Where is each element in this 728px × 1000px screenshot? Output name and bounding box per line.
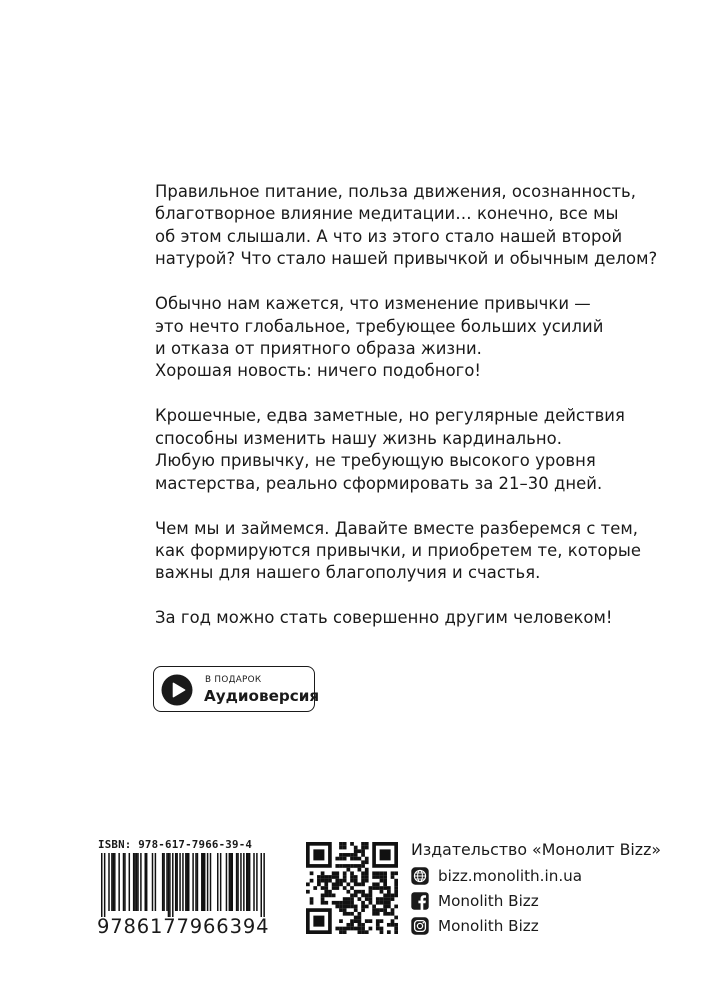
- blurb-line: натурой? Что стало нашей привычкой и обычным делом?: [155, 249, 658, 269]
- blurb-paragraph: [155, 405, 675, 495]
- facebook-icon: [411, 892, 429, 910]
- blurb-line: важны для нашего благополучия и счастья.: [155, 563, 541, 583]
- globe-icon: [411, 867, 429, 885]
- barcode-digits: 9786177966394: [97, 915, 270, 938]
- instagram-link[interactable]: Monolith Bizz: [438, 917, 539, 935]
- blurb-line: Хорошая новость: ничего подобного!: [155, 361, 482, 381]
- play-icon: [161, 674, 193, 706]
- blurb-line: Крошечные, едва заметные, но регулярные действия: [155, 406, 625, 426]
- blurb-paragraph: [155, 293, 675, 383]
- facebook-link[interactable]: Monolith Bizz: [438, 892, 539, 910]
- blurb-line: Чем мы и займемся. Давайте вместе разберемся с тем,: [155, 518, 639, 538]
- blurb-line: За год можно стать совершенно другим человеком!: [155, 608, 613, 628]
- blurb-line: Любую привычку, не требующую высокого уровня: [155, 451, 596, 471]
- instagram-icon: [411, 917, 429, 935]
- blurb-paragraph: [155, 181, 675, 271]
- blurb-line: и отказа от приятного образа жизни.: [155, 339, 482, 359]
- website-link[interactable]: bizz.monolith.in.ua: [438, 867, 583, 885]
- audio-version-badge[interactable]: [153, 666, 320, 712]
- blurb-paragraph: [155, 518, 675, 585]
- isbn-barcode: [101, 853, 265, 917]
- blurb-line: об этом слышали. А что из этого стало нашей второй: [155, 226, 623, 246]
- badge-audio-label: Аудиоверсия: [204, 686, 320, 705]
- blurb-line: мастерства, реально сформировать за 21–30 дней.: [155, 473, 603, 493]
- qr-code[interactable]: [306, 842, 398, 934]
- badge-gift-label: В ПОДАРОК: [205, 675, 262, 685]
- blurb-paragraph: [155, 607, 675, 629]
- publisher-name: Издательство «Монолит Bizz»: [411, 840, 662, 859]
- isbn-label: ISBN: 978-617-7966-39-4: [98, 838, 253, 851]
- blurb-line: как формируются привычки, и приобретем те, которые: [155, 541, 642, 561]
- blurb-line: Правильное питание, польза движения, осознанность,: [155, 182, 637, 201]
- blurb-line: благотворное влияние медитации… конечно, все мы: [155, 204, 619, 224]
- blurb-line: способны изменить нашу жизнь кардинально.: [155, 428, 562, 448]
- blurb-line: это нечто глобальное, требующее больших усилий: [155, 316, 604, 336]
- blurb-line: Обычно нам кажется, что изменение привычки —: [155, 294, 591, 314]
- back-cover-blurb: [155, 181, 675, 652]
